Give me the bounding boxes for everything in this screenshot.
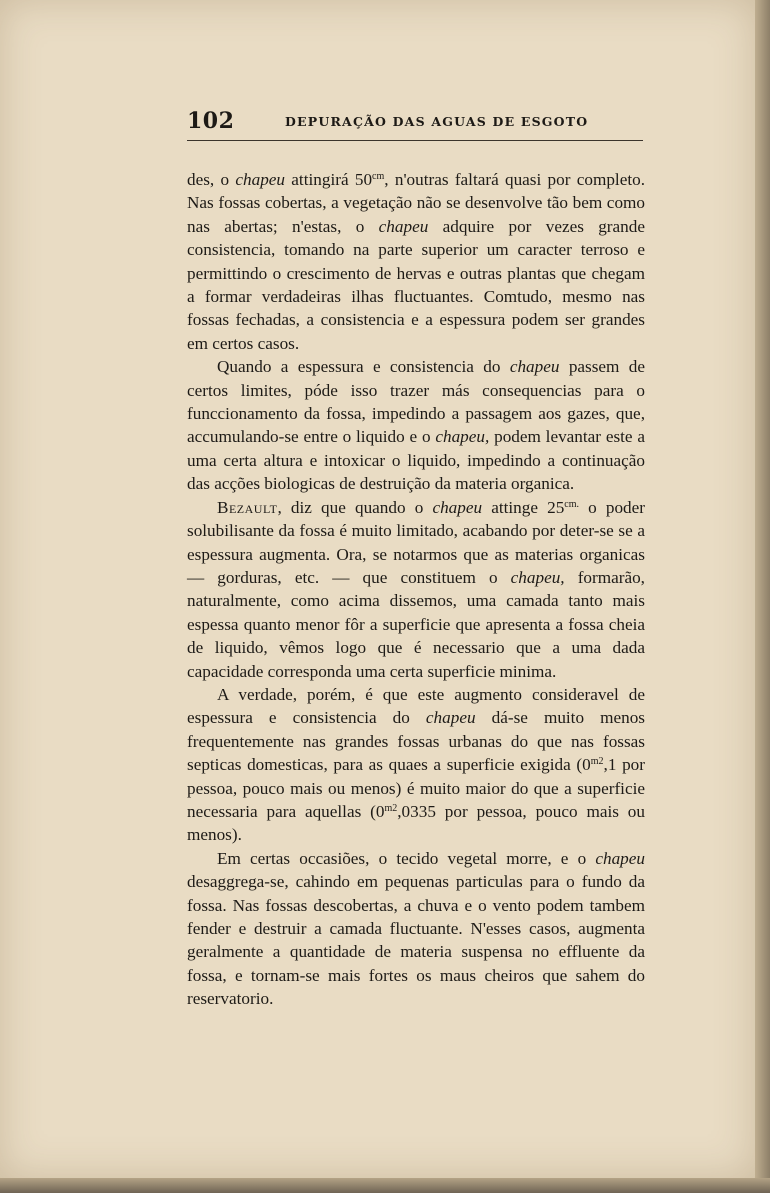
text-run: desaggrega-se, cahindo em pequenas particulas para o fundo da fossa. Nas fossas descobertas, a chuva e o vento podem tambem fender e destruir a camada fluctuante. N'esses casos, augmenta geralmente a quantidade de materia suspensa no effluente da fossa, e tornam-se mais fortes os maus cheiros que sahem do reservatorio.: [187, 872, 645, 1009]
italic-text: chapeu: [378, 216, 429, 236]
text-run: Quando a espessura e consistencia do: [217, 357, 510, 377]
text-run: A verdade, porém, é que este augmento consideravel de espessura e consistencia do: [187, 684, 645, 728]
superscript-unit: cm: [372, 171, 385, 182]
paragraph: [187, 847, 645, 1011]
text-run: o poder solubilisante da fossa é muito limitado, acabando por deter-se se a espessura augmenta. Ora, se notarmos que as materias organicas — gorduras, etc. — que constituem o: [187, 497, 645, 587]
text-run: Em certas occasiões, o tecido vegetal morre, e o: [217, 848, 596, 868]
page-edge: [755, 0, 770, 1193]
text-run: dá-se muito menos frequentemente nas grandes fossas urbanas do que nas fossas septicas domesticas, para as quaes a superficie exigida (0: [187, 708, 645, 775]
italic-text: chapeu: [235, 170, 286, 189]
text-run: podem levantar este a uma certa altura e intoxicar o liquido, impedindo a continuação das acções biologicas de destruição da materia organica.: [187, 427, 645, 494]
page-number: 102: [187, 108, 235, 134]
superscript-unit: m2: [590, 756, 604, 768]
body-text: [187, 168, 645, 1011]
text-run: attingirá 50: [285, 170, 373, 189]
italic-text: chapeu,: [435, 427, 490, 447]
paragraph: [187, 496, 645, 683]
superscript-unit: cm.: [564, 498, 580, 510]
text-run: , diz que quando o: [277, 497, 433, 517]
italic-text: chapeu: [595, 848, 645, 868]
page-bottom-edge: [0, 1178, 770, 1193]
text-run: passem de certos limites, póde isso trazer más consequencias para o funccionamento da fossa, impedindo a passagem aos gazes, que, accumulando-se entre o liquido e o: [187, 357, 645, 447]
author-name: Bezault: [217, 497, 278, 517]
italic-text: chapeu: [432, 497, 483, 517]
italic-text: chapeu: [509, 357, 560, 377]
text-run: adquire por vezes grande consistencia, tomando na parte superior um caracter terroso e permittindo o crescimento de hervas e outras plantas que chegam a formar verdadeiras ilhas fluctuantes. Comtudo, mesmo nas fossas fechadas, a consistencia e a espessura podem ser grandes em certos casos.: [187, 216, 645, 353]
page-header: [187, 108, 643, 141]
text-run: ,1 por pessoa, pouco mais ou menos) é muito maior do que a superficie necessaria para aquellas (0: [187, 755, 645, 821]
paragraph: [187, 355, 645, 495]
superscript-unit: m2: [384, 802, 398, 814]
text-run: des, o: [187, 170, 236, 189]
paragraph: [187, 683, 645, 847]
text-run: formarão, naturalmente, como acima dissemos, uma camada tanto mais espessa quanto menor fôr a superficie que apresenta a fossa cheia de liquido, vêmos logo que é necessario que a uma dada capacidade corresponda uma certa superficie minima.: [187, 567, 645, 681]
paragraph: [187, 168, 645, 355]
text-run: attinge 25: [482, 497, 565, 517]
italic-text: chapeu,: [510, 567, 565, 587]
text-run: , n'outras faltará quasi por completo. Nas fossas cobertas, a vegetação não se desenvolve tão bem como nas abertas; n'estas, o: [187, 170, 645, 236]
italic-text: chapeu: [425, 708, 476, 728]
running-title: DEPURAÇÃO DAS AGUAS DE ESGOTO: [285, 114, 589, 129]
text-run: ,0335 por pessoa, pouco mais ou menos).: [187, 801, 645, 845]
